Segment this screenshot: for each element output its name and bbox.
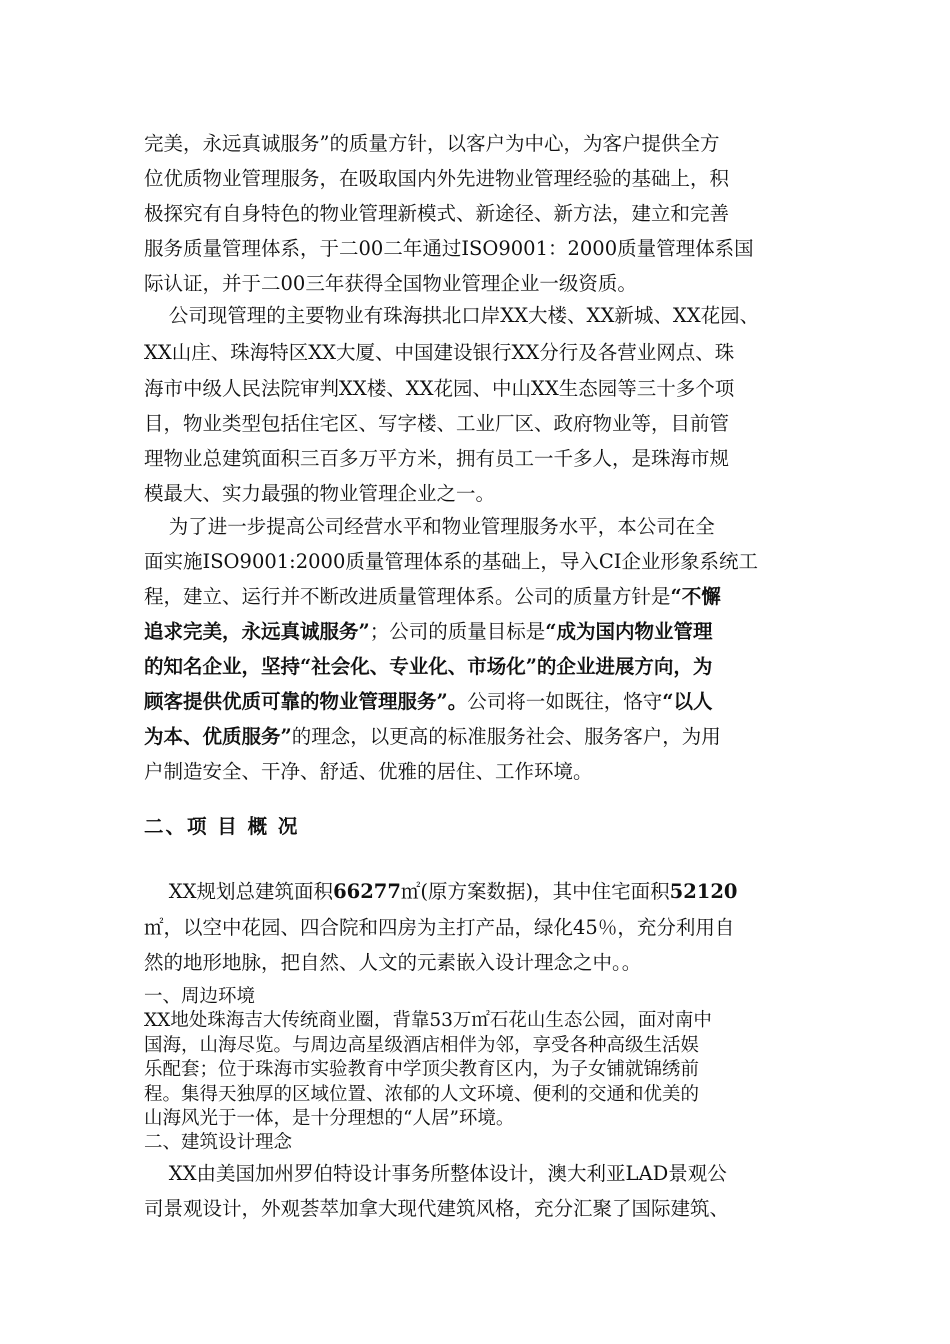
text-line [144,373,734,401]
text-line [144,1104,514,1130]
subsection-heading [144,982,255,1008]
text-run: 面实施ISO9001:2000质量管理体系的基础上，导入CI企业形象系统工 [144,550,758,573]
text-run: 的理念，以更高的标准服务社会、服务客户，为用 [291,725,721,748]
text-run: 为了进一步提高公司经营水平和物业管理服务水平，本公司在全 [144,515,715,538]
text-run: 服务质量管理体系，于二00二年通过ISO9001：2000质量管理体系国 [144,237,754,260]
text-line [144,947,641,975]
text-run-bold: 顾客提供优质可靠的物业管理服务”。 [144,690,468,713]
text-run: 海市中级人民法院审判XX楼、XX花园、中山XX生态园等三十多个项 [144,377,735,400]
text-run-bold: 的知名企业，坚持“社会化、专业化、市场化”的企业进展方向，为 [144,655,713,678]
text-run: 程，建立、运行并不断改进质量管理体系。公司的质量方针是 [144,585,671,608]
text-line [144,1006,712,1032]
text-run: ㎡，以空中花园、四合院和四房为主打产品，绿化45％，充分利用自 [144,916,735,939]
text-run-bold: 追求完美，永远真诚服务” [144,620,370,643]
text-run: 司景观设计，外观荟萃加拿大现代建筑风格，充分汇聚了国际建筑、 [144,1197,730,1220]
text-line [144,337,734,365]
text-run-bold: “不懈 [670,585,721,608]
text-line [144,478,495,506]
text-run: XX山庄、珠海特区XX大厦、中国建设银行XX分行及各营业网点、珠 [144,341,735,364]
text-line [144,1193,729,1221]
text-run: 目，物业类型包括住宅区、写字楼、工业厂区、政府物业等，目前管 [144,412,730,435]
text-run: 二、建筑设计理念 [144,1132,293,1153]
subsection-heading [144,1128,292,1154]
text-line [144,651,712,679]
text-run-bold: 为本、优质服务” [144,725,292,748]
text-line [144,1031,699,1057]
text-run: 然的地形地脉，把自然、人文的元素嵌入设计理念之中。。 [144,951,642,974]
text-line [144,1080,699,1106]
text-run: 国海，山海尽览。与周边高星级酒店相伴为邻，享受各种高级生活娱 [144,1035,700,1056]
text-run: 户制造安全、干净、舒适、优雅的居住、工作环境。 [144,760,593,783]
text-run: XX地处珠海吉大传统商业圈，背靠53万㎡石花山生态公园，面对南中 [144,1010,712,1031]
text-run-bold: 二、项 目 概 况 [144,815,300,838]
text-line [144,721,721,749]
text-line [144,163,729,191]
text-line [144,756,593,784]
text-run-bold: 52120 [669,880,738,903]
text-run: 程。集得天独厚的区域位置、浓郁的人文环境、便利的交通和优美的 [144,1084,700,1105]
text-run: 公司将一如既往，恪守 [467,690,663,713]
text-run: 一、周边环境 [144,986,256,1007]
text-run: 位优质物业管理服务，在吸取国内外先进物业管理经验的基础上，积 [144,167,730,190]
text-line [144,443,729,471]
text-line [144,1158,727,1186]
text-run-bold: “以人 [662,690,713,713]
text-run: XX规划总建筑面积 [144,880,334,903]
text-line [144,198,729,226]
text-run-bold: 66277 [333,880,401,903]
text-run: 理物业总建筑面积三百多万平方米，拥有员工一千多人，是珠海市规 [144,447,730,470]
text-line [144,876,737,904]
text-line [144,511,715,539]
text-run: 公司现管理的主要物业有珠海拱北口岸XX大楼、XX新城、XX花园、 [144,304,760,327]
text-line [144,912,734,940]
section-heading [144,811,299,839]
text-line [144,616,712,644]
text-run: 山海风光于一体，是十分理想的“人居”环境。 [144,1108,515,1129]
text-run: 完美，永远真诚服务”的质量方针，以客户为中心，为客户提供全方 [144,132,720,155]
text-line [144,546,758,574]
text-line [144,686,712,714]
text-line [144,1055,699,1081]
text-line [144,233,754,261]
text-line [144,128,719,156]
text-run: 乐配套；位于珠海市实验教育中学顶尖教育区内，为子女铺就锦绣前 [144,1059,700,1080]
text-run: 模最大、实力最强的物业管理企业之一。 [144,482,496,505]
text-line [144,408,729,436]
text-run-bold: “成为国内物业管理 [545,620,713,643]
text-run: ；公司的质量目标是 [369,620,546,643]
text-line [144,300,759,328]
text-line [144,581,721,609]
text-run: ㎡(原方案数据)，其中住宅面积 [400,880,670,903]
text-run: 际认证，并于二00三年获得全国物业管理企业一级资质。 [144,272,637,295]
text-run: 极探究有自身特色的物业管理新模式、新途径、新方法，建立和完善 [144,202,730,225]
text-line [144,268,637,296]
text-run: XX由美国加州罗伯特设计事务所整体设计，澳大利亚LAD景观公 [144,1162,727,1185]
